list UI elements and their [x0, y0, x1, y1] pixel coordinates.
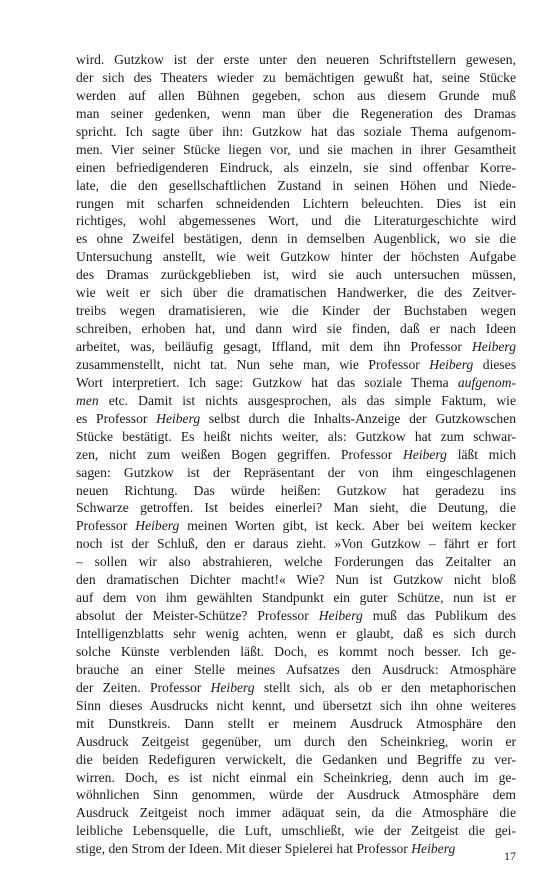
text-run: Professor [76, 518, 136, 534]
text-line [76, 69, 516, 87]
text-line [76, 302, 516, 320]
text-run: den dramatischen Dichter macht!« Wie? Nun ist Gutzkow nicht bloß [76, 572, 516, 588]
text-line [76, 697, 516, 715]
italic-run: aufgenom- [457, 374, 516, 390]
text-run: dieses [473, 356, 516, 372]
text-line [76, 266, 516, 284]
text-run: zusammenstellt, nicht tat. Nun sehe man, wie Professor [76, 356, 430, 372]
italic-run: Heiberg [156, 410, 201, 426]
text-line [76, 374, 516, 392]
text-run: auf dem von ihm gewählten Standpunkt ein guter Schütze, nun ist er [76, 590, 516, 606]
text-line [76, 177, 516, 195]
text-line [76, 284, 516, 302]
text-line [76, 589, 516, 607]
text-line [76, 661, 516, 679]
text-run: solche Künste verblenden läßt. Doch, es kommt noch besser. Ich ge- [76, 643, 516, 659]
text-run: stellt sich, als ob er den metaphorischen [254, 679, 516, 695]
text-run: mit Dunstkreis. Dann stellt er meinem Ausdruck Atmosphäre den [76, 715, 516, 731]
text-line [76, 446, 516, 464]
text-run: men. Vier seiner Stücke liegen vor, und sie machen in ihrer Gesamtheit [76, 141, 516, 157]
text-run: arbeitet, was, beiläufig gesagt, Iffland, mit dem ihn Professor [76, 339, 472, 354]
text-line [76, 571, 516, 589]
italic-run: Heiberg [411, 841, 456, 857]
text-line [76, 123, 516, 141]
text-line [76, 87, 516, 105]
text-line [76, 141, 516, 159]
text-run: der sich des Theaters wieder zu bemächtigen gewußt hat, seine Stücke [76, 69, 516, 85]
italic-run: Heiberg [210, 679, 255, 695]
text-run: muß das Publikum des [362, 608, 516, 624]
text-line [76, 464, 516, 482]
text-run: Wort interpretiert. Ich sage: Gutzkow hat das soziale Thema [76, 374, 458, 390]
italic-run: Heiberg [471, 339, 516, 354]
text-run: wirren. Doch, es ist nicht einmal ein Scheinkrieg, denn auch im ge- [76, 769, 516, 785]
text-line [76, 607, 516, 625]
text-line [76, 751, 516, 769]
text-run: schreiben, erhoben hat, und dann wird sie finden, daß er nach Ideen [76, 321, 516, 337]
text-run: läßt mich [446, 446, 516, 462]
text-line [76, 715, 516, 733]
text-line [76, 195, 516, 213]
text-line [76, 392, 516, 410]
italic-run: Heiberg [402, 446, 447, 462]
text-line [76, 769, 516, 787]
text-run: man seiner gedenken, wenn man über die Regeneration des Dramas [76, 105, 516, 121]
text-line [76, 553, 516, 571]
text-run: des Dramas zurückgeblieben ist, wird sie auch untersuchen müssen, [76, 267, 516, 283]
text-line [76, 320, 516, 338]
text-line [76, 482, 516, 500]
text-line [76, 643, 516, 661]
text-run: die beiden Redefiguren verwickelt, die Gedanken und Begriffe zu ver- [76, 751, 516, 767]
text-run: wird. Gutzkow ist der erste unter den neueren Schriftstellern gewesen, [76, 52, 516, 67]
text-run: es ohne Zweifel bestätigen, denn in demselben Augenblick, wo sie die [76, 231, 516, 247]
text-line [76, 679, 516, 697]
text-run: noch ist der Schluß, den er daraus zieht. »Von Gutzkow – fährt er fort [76, 536, 516, 552]
text-run: selbst durch die Inhalts-Anzeige der Gutzkowschen [200, 410, 516, 426]
text-line [76, 338, 516, 356]
text-line [76, 625, 516, 643]
text-run: leibliche Lebensquelle, die Luft, umschließt, wie der Zeitgeist die gei- [76, 823, 516, 839]
text-line [76, 410, 516, 428]
text-run: Schwarze getroffen. Ist beides einerlei? Man sieht, die Deutung, die [76, 500, 516, 516]
text-run: einen befriedigenderen Eindruck, als einzeln, sie sind offenbar Korre- [76, 159, 516, 175]
text-run: Ausdruck Zeitgeist gegenüber, um durch den Scheinkrieg, worin er [76, 733, 516, 749]
text-line [76, 535, 516, 553]
text-run: wie weit er sich über die dramatischen Handwerker, die des Zeitver- [76, 285, 516, 301]
text-line [76, 517, 516, 535]
italic-run: Heiberg [135, 518, 180, 534]
text-run: Stücke bestätigt. Es heißt nichts weiter, als: Gutzkow hat zum schwar- [76, 428, 516, 444]
text-run: etc. Damit ist nichts ausgesprochen, als das simple Faktum, wie [98, 392, 516, 408]
page-number: 17 [504, 849, 516, 863]
text-run: stige, den Strom der Ideen. Mit dieser Spielerei hat Professor [76, 841, 412, 857]
text-run: meinen Worten gibt, ist keck. Aber bei weitem kecker [179, 518, 516, 534]
text-line [76, 786, 516, 804]
text-line [76, 804, 516, 822]
text-run: richtiges, wohl abgemessenes Wort, und die Literaturgeschichte wird [76, 213, 516, 229]
text-run: werden auf allen Bühnen gegeben, schon aus diesem Grunde muß [76, 87, 516, 103]
text-line [76, 428, 516, 446]
text-line [76, 230, 516, 248]
text-run: zen, nicht zum weißen Bogen gegriffen. Professor [76, 446, 403, 462]
text-run: late, die den gesellschaftlichen Zustand in seinen Höhen und Niede- [76, 177, 516, 193]
text-line [76, 840, 516, 858]
text-line [76, 499, 516, 517]
text-line [76, 212, 516, 230]
text-run: brauche an einer Stelle meines Aufsatzes den Ausdruck: Atmosphäre [76, 661, 516, 677]
text-run: Untersuchung anstellt, wie weit Gutzkow hinter der höchsten Aufgabe [76, 249, 516, 265]
text-run: sagen: Gutzkow ist der Repräsentant der von ihm eingeschlagenen [76, 464, 516, 480]
text-line [76, 51, 516, 69]
text-run: Sinn dieses Ausdrucks nicht kennt, und übersetzt sich ihn ohne weiteres [76, 697, 516, 713]
text-line [76, 822, 516, 840]
text-run: neuen Richtung. Das würde heißen: Gutzkow hat geradezu ins [76, 482, 516, 498]
text-run: – sollen wir also abstrahieren, welche Forderungen das Zeitalter an [76, 554, 516, 570]
text-run: der Zeiten. Professor [76, 679, 211, 695]
italic-run: Heiberg [429, 356, 474, 372]
text-line [76, 248, 516, 266]
italic-run: Heiberg [318, 608, 363, 624]
text-run: rungen mit scharfen schneidenden Lichtern beleuchten. Dies ist ein [76, 195, 516, 211]
text-run: treibs wegen dramatisieren, wie die Kinder der Buchstaben wegen [76, 303, 516, 319]
text-line [76, 733, 516, 751]
text-run: Ausdruck Zeitgeist noch immer adäquat sein, da die Atmosphäre die [76, 805, 516, 821]
text-run: es Professor [76, 410, 157, 426]
text-line [76, 356, 516, 374]
text-run: absolut der Meister-Schütze? Professor [76, 608, 319, 624]
text-run: spricht. Ich sagte über ihn: Gutzkow hat das soziale Thema aufgenom- [76, 123, 516, 139]
text-line [76, 105, 516, 123]
italic-run: men [76, 392, 99, 408]
text-run: Intelligenzblatts sehr wenig achten, wenn er glaubt, daß es sich durch [76, 626, 516, 641]
text-run: wöhnlichen Sinn genommen, würde der Ausdruck Atmosphäre dem [76, 787, 516, 803]
body-text [76, 51, 516, 858]
text-line [76, 159, 516, 177]
